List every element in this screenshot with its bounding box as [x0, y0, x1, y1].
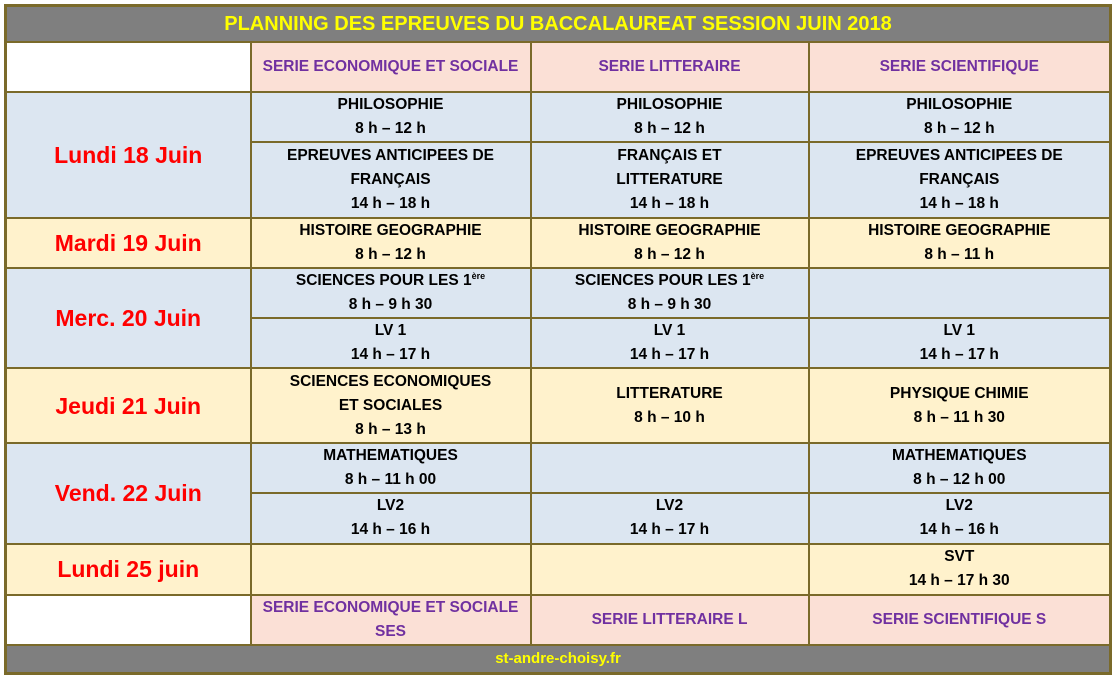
exam-subject: PHILOSOPHIE — [906, 96, 1013, 114]
exam-cell — [531, 92, 809, 142]
exam-subject: SCIENCES POUR LES 1 — [295, 271, 472, 289]
exam-time: 14 h – 16 h — [919, 521, 999, 539]
schedule-title: PLANNING DES EPREUVES DU BACCALAUREAT SESSION JUIN 2018 — [6, 6, 1111, 43]
exam-time: 8 h – 9 h 30 — [627, 295, 712, 313]
exam-subject: LV2 — [945, 497, 973, 515]
exam-time: 8 h – 11 h 30 — [913, 408, 1005, 426]
exam-cell — [809, 318, 1111, 368]
empty-exam-cell — [809, 268, 1111, 318]
exam-cell — [531, 368, 809, 443]
empty-exam-cell — [531, 443, 809, 493]
exam-time: 14 h – 18 h — [919, 195, 999, 212]
exam-subject: LITTERATURE — [616, 171, 723, 188]
exam-subject: LV 1 — [653, 321, 686, 339]
exam-time: 14 h – 17 h — [350, 345, 431, 363]
exam-time: 8 h – 11 h 00 — [344, 471, 437, 489]
exam-cell — [251, 142, 531, 217]
exam-cell — [251, 218, 531, 268]
exam-subject: LV 1 — [374, 321, 407, 339]
exam-cell — [251, 92, 531, 142]
exam-subject: ET SOCIALES — [338, 396, 443, 414]
exam-subject: HISTOIRE GEOGRAPHIE — [299, 221, 482, 239]
exam-subject: PHILOSOPHIE — [337, 96, 444, 114]
exam-cell — [809, 368, 1111, 443]
exam-cell — [809, 142, 1111, 217]
exam-time: 8 h – 12 h — [634, 120, 705, 138]
exam-subject: SVT — [944, 548, 975, 566]
exam-cell — [809, 493, 1111, 543]
exam-subject: SCIENCES ECONOMIQUES — [289, 372, 492, 390]
exam-cell — [251, 368, 531, 443]
exam-cell — [809, 544, 1111, 595]
footer-blank-cell — [6, 595, 251, 645]
exam-time: 8 h – 12 h — [355, 245, 426, 263]
exam-subject: LITTERATURE — [616, 384, 723, 402]
exam-subject: LV2 — [376, 497, 405, 515]
day-merc-20: Merc. 20 Juin — [6, 268, 251, 368]
exam-time: 14 h – 17 h — [629, 345, 710, 363]
exam-time: 14 h – 17 h — [919, 345, 999, 363]
exam-cell — [251, 268, 531, 318]
exam-subject: HISTOIRE GEOGRAPHIE — [578, 221, 761, 239]
exam-cell — [809, 218, 1111, 268]
footer-series-l: SERIE LITTERAIRE L — [531, 595, 809, 645]
exam-time: 8 h – 12 h 00 — [913, 471, 1006, 489]
exam-time: 8 h – 12 h — [923, 120, 995, 138]
empty-exam-cell — [531, 544, 809, 595]
header-blank-cell — [6, 42, 251, 92]
exam-cell — [251, 318, 531, 368]
exam-time: 8 h – 9 h 30 — [348, 295, 433, 313]
exam-time: 8 h – 12 h — [355, 120, 426, 138]
exam-subject: LV 1 — [943, 321, 976, 339]
exam-subject: HISTOIRE GEOGRAPHIE — [868, 221, 1051, 239]
exam-cell — [531, 493, 809, 543]
day-lundi-18: Lundi 18 Juin — [6, 92, 251, 217]
empty-exam-cell — [251, 544, 531, 595]
site-footer: st-andre-choisy.fr — [6, 645, 1111, 674]
exam-subject: EPREUVES ANTICIPEES DE — [855, 147, 1063, 164]
footer-series-es: SERIE ECONOMIQUE ET SOCIALE SES — [251, 595, 531, 645]
exam-subject: MATHEMATIQUES — [891, 447, 1027, 465]
exam-subject: LV2 — [655, 497, 684, 515]
exam-subject: FRANÇAIS — [919, 171, 1000, 188]
exam-cell — [531, 218, 809, 268]
exam-cell — [531, 318, 809, 368]
exam-cell — [809, 92, 1111, 142]
day-jeudi-21: Jeudi 21 Juin — [6, 368, 251, 443]
exam-subject-superscript: ère — [750, 270, 765, 281]
exam-subject-superscript: ère — [471, 270, 486, 281]
exam-cell — [531, 142, 809, 217]
exam-subject: MATHEMATIQUES — [323, 447, 458, 465]
exam-time: 14 h – 17 h 30 — [908, 572, 1010, 590]
exam-time: 8 h – 13 h — [355, 420, 426, 438]
exam-subject: EPREUVES ANTICIPEES DE — [286, 147, 494, 164]
exam-time: 8 h – 10 h — [634, 408, 705, 426]
exam-subject: FRANÇAIS ET — [617, 147, 722, 164]
exam-subject: PHILOSOPHIE — [616, 96, 723, 114]
header-series-s: SERIE SCIENTIFIQUE — [809, 42, 1111, 92]
exam-time: 14 h – 17 h — [629, 521, 710, 539]
exam-cell — [809, 443, 1111, 493]
exam-time: 14 h – 18 h — [629, 195, 710, 212]
exam-subject: SCIENCES POUR LES 1 — [574, 271, 751, 289]
exam-time: 14 h – 16 h — [350, 521, 431, 539]
exam-subject: PHYSIQUE CHIMIE — [889, 384, 1029, 402]
header-series-es: SERIE ECONOMIQUE ET SOCIALE — [251, 42, 531, 92]
day-vend-22: Vend. 22 Juin — [6, 443, 251, 543]
exam-time: 14 h – 18 h — [350, 195, 431, 212]
exam-cell — [531, 268, 809, 318]
exam-schedule-table — [4, 4, 1112, 675]
exam-cell — [251, 443, 531, 493]
exam-subject: FRANÇAIS — [350, 171, 431, 188]
day-lundi-25: Lundi 25 juin — [6, 544, 251, 595]
exam-time: 8 h – 11 h — [924, 245, 995, 263]
header-series-l: SERIE LITTERAIRE — [531, 42, 809, 92]
exam-cell — [251, 493, 531, 543]
footer-series-s: SERIE SCIENTIFIQUE S — [809, 595, 1111, 645]
exam-time: 8 h – 12 h — [634, 245, 705, 263]
day-mardi-19: Mardi 19 Juin — [6, 218, 251, 268]
